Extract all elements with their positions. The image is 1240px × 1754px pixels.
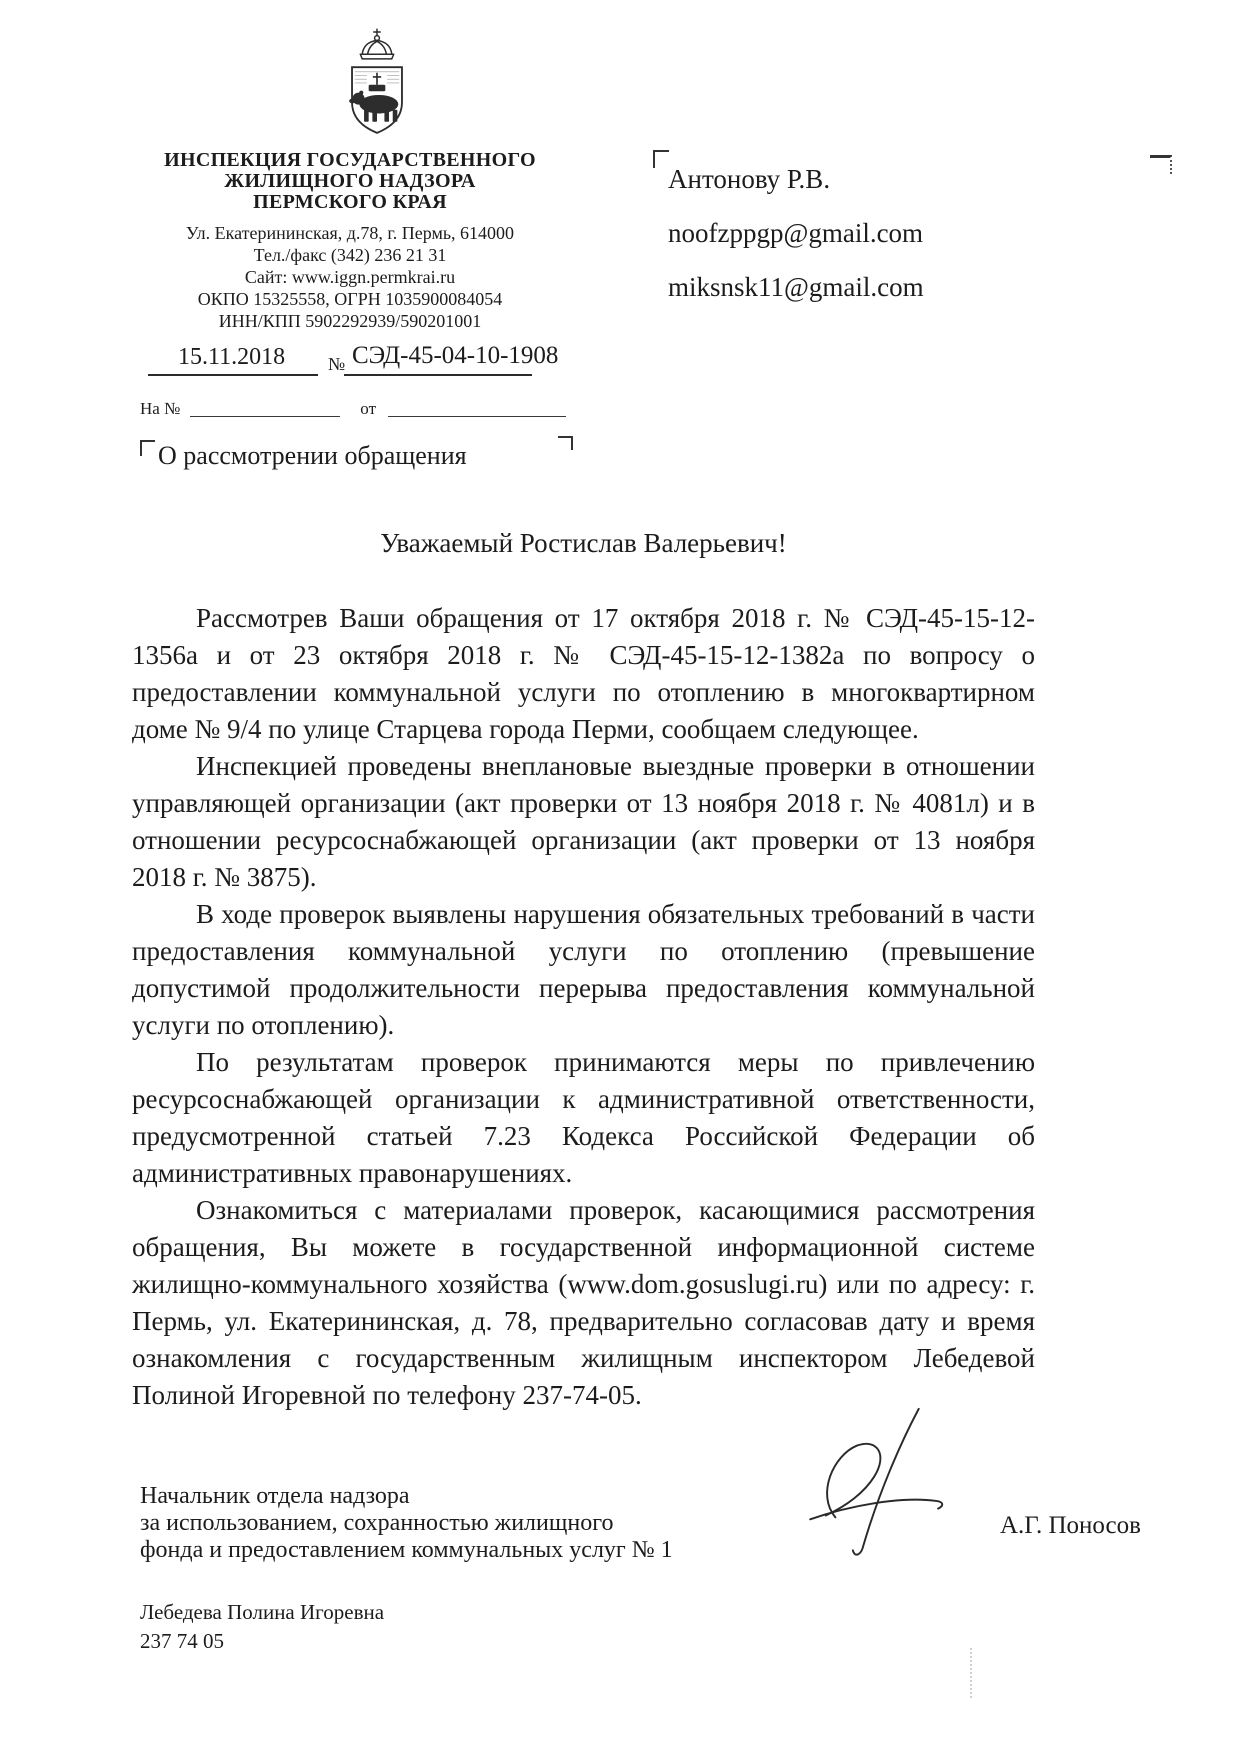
- org-name-line: ПЕРМСКОГО КРАЯ: [253, 191, 447, 213]
- recipient-email: noofzppgp@gmail.com: [668, 218, 924, 248]
- date-underline: [148, 374, 318, 376]
- number-sign: №: [328, 354, 346, 374]
- perm-krai-coat-of-arms-icon: [340, 26, 414, 143]
- body-paragraph: Рассмотрев Ваши обращения от 17 октября 2018 г. № СЭД-45-15-12-1356а и от 23 октября 2018 г. № СЭД-45-15-12-1382а по вопросу о предоставлении коммунальной услуги по отоплению в многоквартирном доме № 9/4 по улице Старцева города Перми, сообщаем следующее.: [132, 603, 1035, 744]
- corner-bracket-icon: [140, 440, 155, 456]
- recipient-email: miksnsk11@gmail.com: [668, 272, 924, 302]
- website: Сайт: www.iggn.permkrai.ru: [244, 267, 456, 287]
- corner-bracket-icon: [653, 150, 669, 168]
- signer-position: [140, 1483, 800, 1564]
- reply-number-blank: [190, 398, 340, 417]
- corner-bracket-icon: [1150, 155, 1172, 174]
- signer-position-line: фонда и предоставлением коммунальных услуг № 1: [140, 1537, 673, 1563]
- executor-name: Лебедева Полина Игоревна: [140, 1600, 385, 1624]
- body-paragraph: В ходе проверок выявлены нарушения обязательных требований в части предоставления коммунальной услуги по отоплению (превышение допустимой продолжительности перерыва предоставления коммунальной услуги по отоплению).: [132, 899, 1035, 1040]
- org-name-line: ЖИЛИЩНОГО НАДЗОРА: [224, 170, 476, 192]
- signer-name: А.Г. Поносов: [1000, 1512, 1141, 1539]
- body-paragraph: По результатам проверок принимаются меры по привлечению ресурсоснабжающей организации к административной ответственности, предусмотренной статьей 7.23 Кодекса Российской Федерации об административных правонарушениях.: [132, 1047, 1035, 1188]
- body-paragraph: Ознакомиться с материалами проверок, касающимися рассмотрения обращения, Вы можете в государственной информационной системе жилищно-коммунального хозяйства (www.dom.gosuslugi.ru) или по адресу: г. Пермь, ул. Екатерининская, д. 78, предварительно согласовав дату и время ознакомления с государственным жилищным инспектором Лебедевой Полиной Игоревной по телефону 237-74-05.: [132, 1195, 1035, 1410]
- organization-name: [120, 150, 580, 213]
- signer-position-line: за использованием, сохранностью жилищного: [140, 1510, 614, 1536]
- reply-from-label: от: [360, 399, 377, 418]
- recipient-name: Антонову Р.В.: [668, 164, 831, 194]
- letter-date: 15.11.2018: [178, 344, 286, 370]
- letter-number: СЭД-45-04-10-1908: [352, 342, 559, 369]
- inn-kpp: ИНН/КПП 5902292939/590201001: [218, 311, 482, 331]
- signer-position-line: Начальник отдела надзора: [140, 1483, 410, 1509]
- scan-artifact-dotted-line: [970, 1648, 972, 1698]
- body-paragraph: Инспекцией проведены внеплановые выездные проверки в отношении управляющей организации (акт проверки от 13 ноября 2018 г. № 4081л) и в отношении ресурсоснабжающей организации (акт проверки от 13 ноября 2018 г. № 3875).: [132, 751, 1035, 892]
- phone-fax: Тел./факс (342) 236 21 31: [253, 245, 447, 265]
- org-name-line: ИНСПЕКЦИЯ ГОСУДАРСТВЕННОГО: [164, 149, 536, 171]
- subject-line: О рассмотрении обращения: [158, 441, 467, 470]
- reply-to-label: На №: [140, 399, 181, 418]
- corner-bracket-icon: [558, 436, 573, 450]
- executor-phone: 237 74 05: [140, 1629, 224, 1653]
- reply-date-blank: [388, 398, 566, 417]
- organization-requisites: [120, 222, 580, 332]
- salutation: Уважаемый Ростислав Валерьевич!: [380, 528, 787, 558]
- handwritten-signature-icon: [805, 1405, 953, 1565]
- postal-address: Ул. Екатерининская, д.78, г. Пермь, 614000: [185, 223, 515, 243]
- number-underline: [344, 374, 532, 376]
- executor-block: [140, 1598, 384, 1656]
- recipient-block: [668, 152, 924, 314]
- reply-reference-row: [140, 398, 566, 419]
- letter-body: [132, 600, 1035, 1414]
- okpo-ogrn: ОКПО 15325558, ОГРН 1035900084054: [197, 289, 503, 309]
